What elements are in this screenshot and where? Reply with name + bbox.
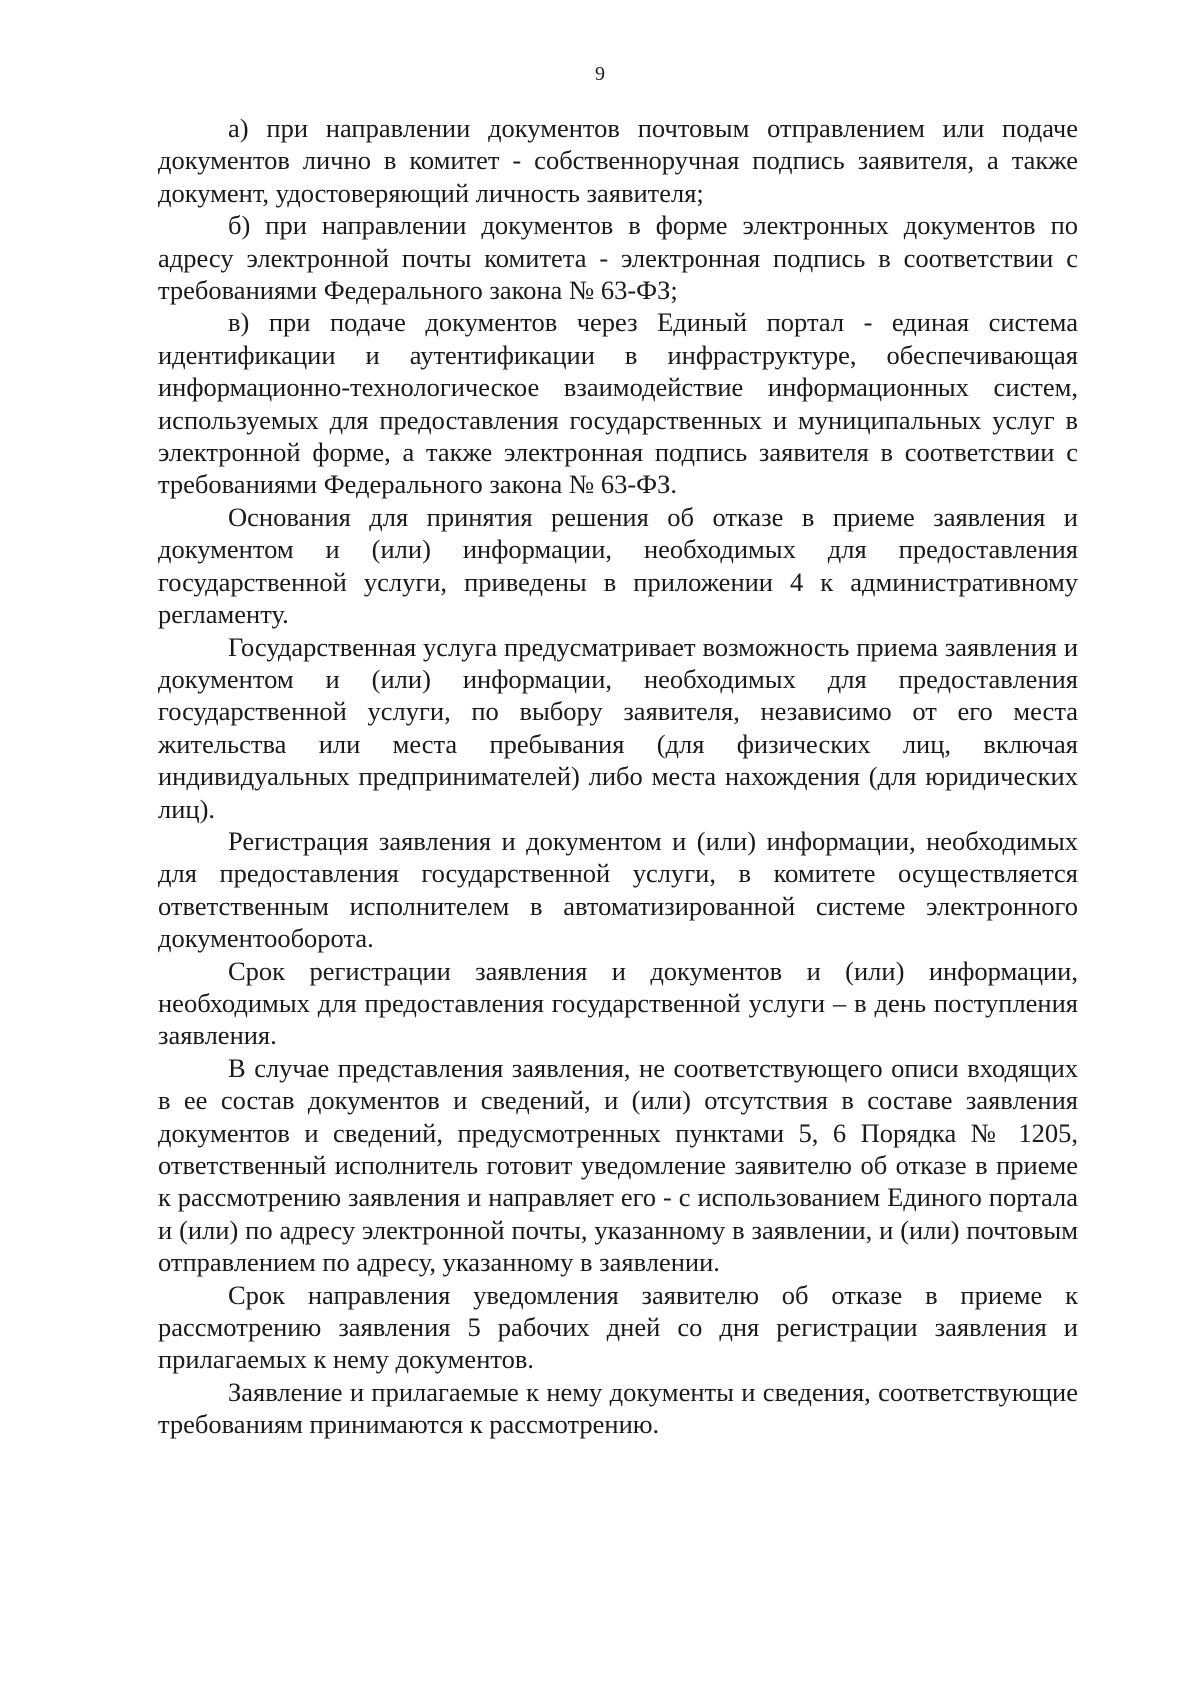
- paragraph-registration-term: Срок регистрации заявления и документов и (или) информации, необходимых для предоставления государственной услуги – в день поступления заявления.: [158, 955, 1078, 1051]
- paragraph-a: а) при направлении документов почтовым отправлением или подаче документов лично в комитет - собственноручная подпись заявителя, а также документ, удостоверяющий личность заявителя;: [158, 113, 1078, 208]
- paragraph-non-compliance: В случае представления заявления, не соответствующего описи входящих в ее состав документов и сведений, и (или) отсутствия в составе заявления документов и сведений, предусмотренных пунктами 5, 6 Порядка № 1205, ответственный исполнитель готовит уведомление заявителю об отказе в приеме к рассмотрению заявления и направляет его - с использованием Единого портала и (или) по адресу электронной почты, указанному в заявлении, и (или) почтовым отправлением по адресу, указанному в заявлении.: [158, 1052, 1078, 1278]
- paragraph-v: в) при подаче документов через Единый портал - единая система идентификации и аутентификации в инфраструктуре, обеспечивающая информационно-технологическое взаимодействие информационных систем, используемых для предоставления государственных и муниципальных услуг в электронной форме, а также электронная подпись заявителя в соответствии с требованиями Федерального закона № 63-ФЗ.: [158, 307, 1078, 500]
- paragraph-b: б) при направлении документов в форме электронных документов по адресу электронной почты комитета - электронная подпись в соответствии с требованиями Федерального закона № 63-ФЗ;: [158, 210, 1078, 306]
- paragraph-registration: Регистрация заявления и документом и (или) информации, необходимых для предоставления государственной услуги, в комитете осуществляется ответственным исполнителем в автоматизированной системе электронного документооборота.: [158, 825, 1078, 954]
- paragraph-notification-term: Срок направления уведомления заявителю об отказе в приеме к рассмотрению заявления 5 рабочих дней со дня регистрации заявления и прилагаемых к нему документов.: [158, 1279, 1078, 1375]
- page-number: 9: [595, 63, 605, 85]
- document-body: [158, 112, 1078, 1441]
- paragraph-acceptance: Заявление и прилагаемые к нему документы и сведения, соответствующие требованиям принимаются к рассмотрению.: [158, 1376, 1078, 1440]
- paragraph-refusal-grounds: Основания для принятия решения об отказе в приеме заявления и документом и (или) информации, необходимых для предоставления государственной услуги, приведены в приложении 4 к административному регламенту.: [158, 501, 1078, 630]
- paragraph-service-acceptance: Государственная услуга предусматривает возможность приема заявления и документом и (или) информации, необходимых для предоставления государственной услуги, по выбору заявителя, независимо от его места жительства или места пребывания (для физических лиц, включая индивидуальных предпринимателей) либо места нахождения (для юридических лиц).: [158, 631, 1078, 824]
